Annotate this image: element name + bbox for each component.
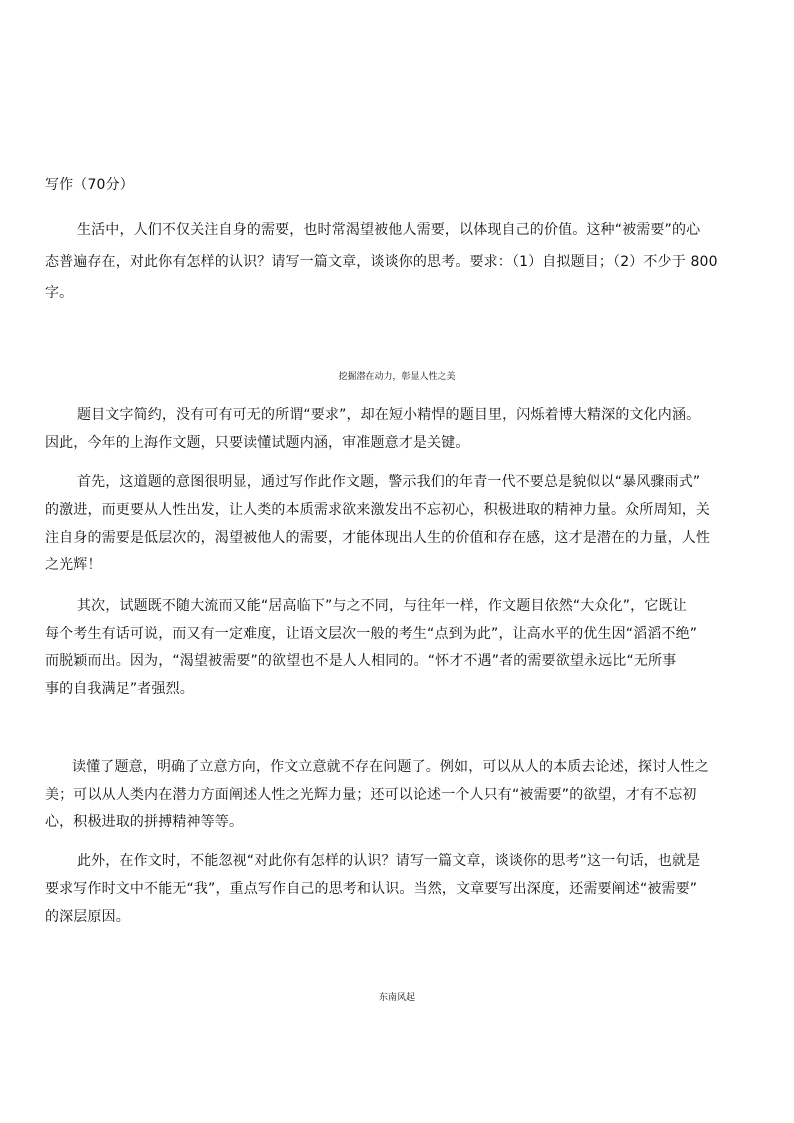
paragraph-line: 因此，今年的上海作文题，只要读懂试题内涵，审准题意才是关键。: [45, 435, 470, 451]
paragraph-line: 读懂了题意，明确了立意方向，作文立意就不存在问题了。例如，可以从人的本质去论述，探讨人性之: [72, 759, 709, 775]
paragraph-line: 题目文字简约，没有可有可无的所谓“要求”，却在短小精悍的题目里，闪烁着博大精深的文化内涵。: [77, 407, 701, 423]
prompt-line: 态普遍存在，对此你有怎样的认识？请写一篇文章，谈谈你的思考。要求：（1）自拟题目；（2）不少于 800: [45, 254, 718, 270]
paragraph-line: 之光辉！: [45, 557, 102, 573]
paragraph-line: 而脱颖而出。因为，“渴望被需要”的欲望也不是人人相同的。“怀才不遇”者的需要欲望永远比“无所事: [45, 653, 677, 669]
section-heading: 写作（70分）: [45, 177, 134, 193]
paragraph-line: 心，积极进取的拼搏精神等等。: [45, 814, 244, 830]
paragraph-line: 其次，试题既不随大流而又能“居高临下”与之不同，与往年一样，作文题目依然“大众化”，它既让: [77, 598, 687, 614]
prompt-line: 生活中，人们不仅关注自身的需要，也时常渴望被他人需要，以体现自己的价值。这种“被需要”的心: [77, 222, 701, 238]
paragraph-line: 事的自我满足”者强烈。: [45, 681, 194, 697]
paragraph-line: 每个考生有话可说，而又有一定难度，让语文层次一般的考生“点到为此”，让高水平的优生因“滔滔不绝”: [45, 626, 698, 642]
paragraph-line: 此外，在作文时，不能忽视“对此你有怎样的认识？请写一篇文章，谈谈你的思考”这一句话，也就是: [77, 853, 701, 869]
author-signature: 东南风起: [378, 993, 415, 1003]
paragraph-line: 的激进，而更要从人性出发，让人类的本质需求欲来激发出不忘初心，积极进取的精神力量。众所周知，关: [45, 502, 711, 518]
essay-title: 挖掘潜在动力，彰显人性之美: [338, 372, 456, 382]
paragraph-line: 要求写作时文中不能无“我”，重点写作自己的思考和认识。当然，文章要写出深度，还需要阐述“被需要”: [45, 881, 698, 897]
paragraph-line: 注自身的需要是低层次的，渴望被他人的需要，才能体现出人生的价值和存在感，这才是潜在的力量，人性: [45, 530, 711, 546]
prompt-line: 字。: [45, 285, 74, 301]
paragraph-line: 首先，这道题的意图很明显，通过写作此作文题，警示我们的年青一代不要总是貌似以“暴风骤雨式”: [77, 474, 701, 490]
paragraph-line: 的深层原因。: [45, 909, 130, 925]
paragraph-line: 美；可以从人类内在潜力方面阐述人性之光辉力量；还可以论述一个人只有“被需要”的欲望，才有不忘初: [45, 787, 697, 803]
